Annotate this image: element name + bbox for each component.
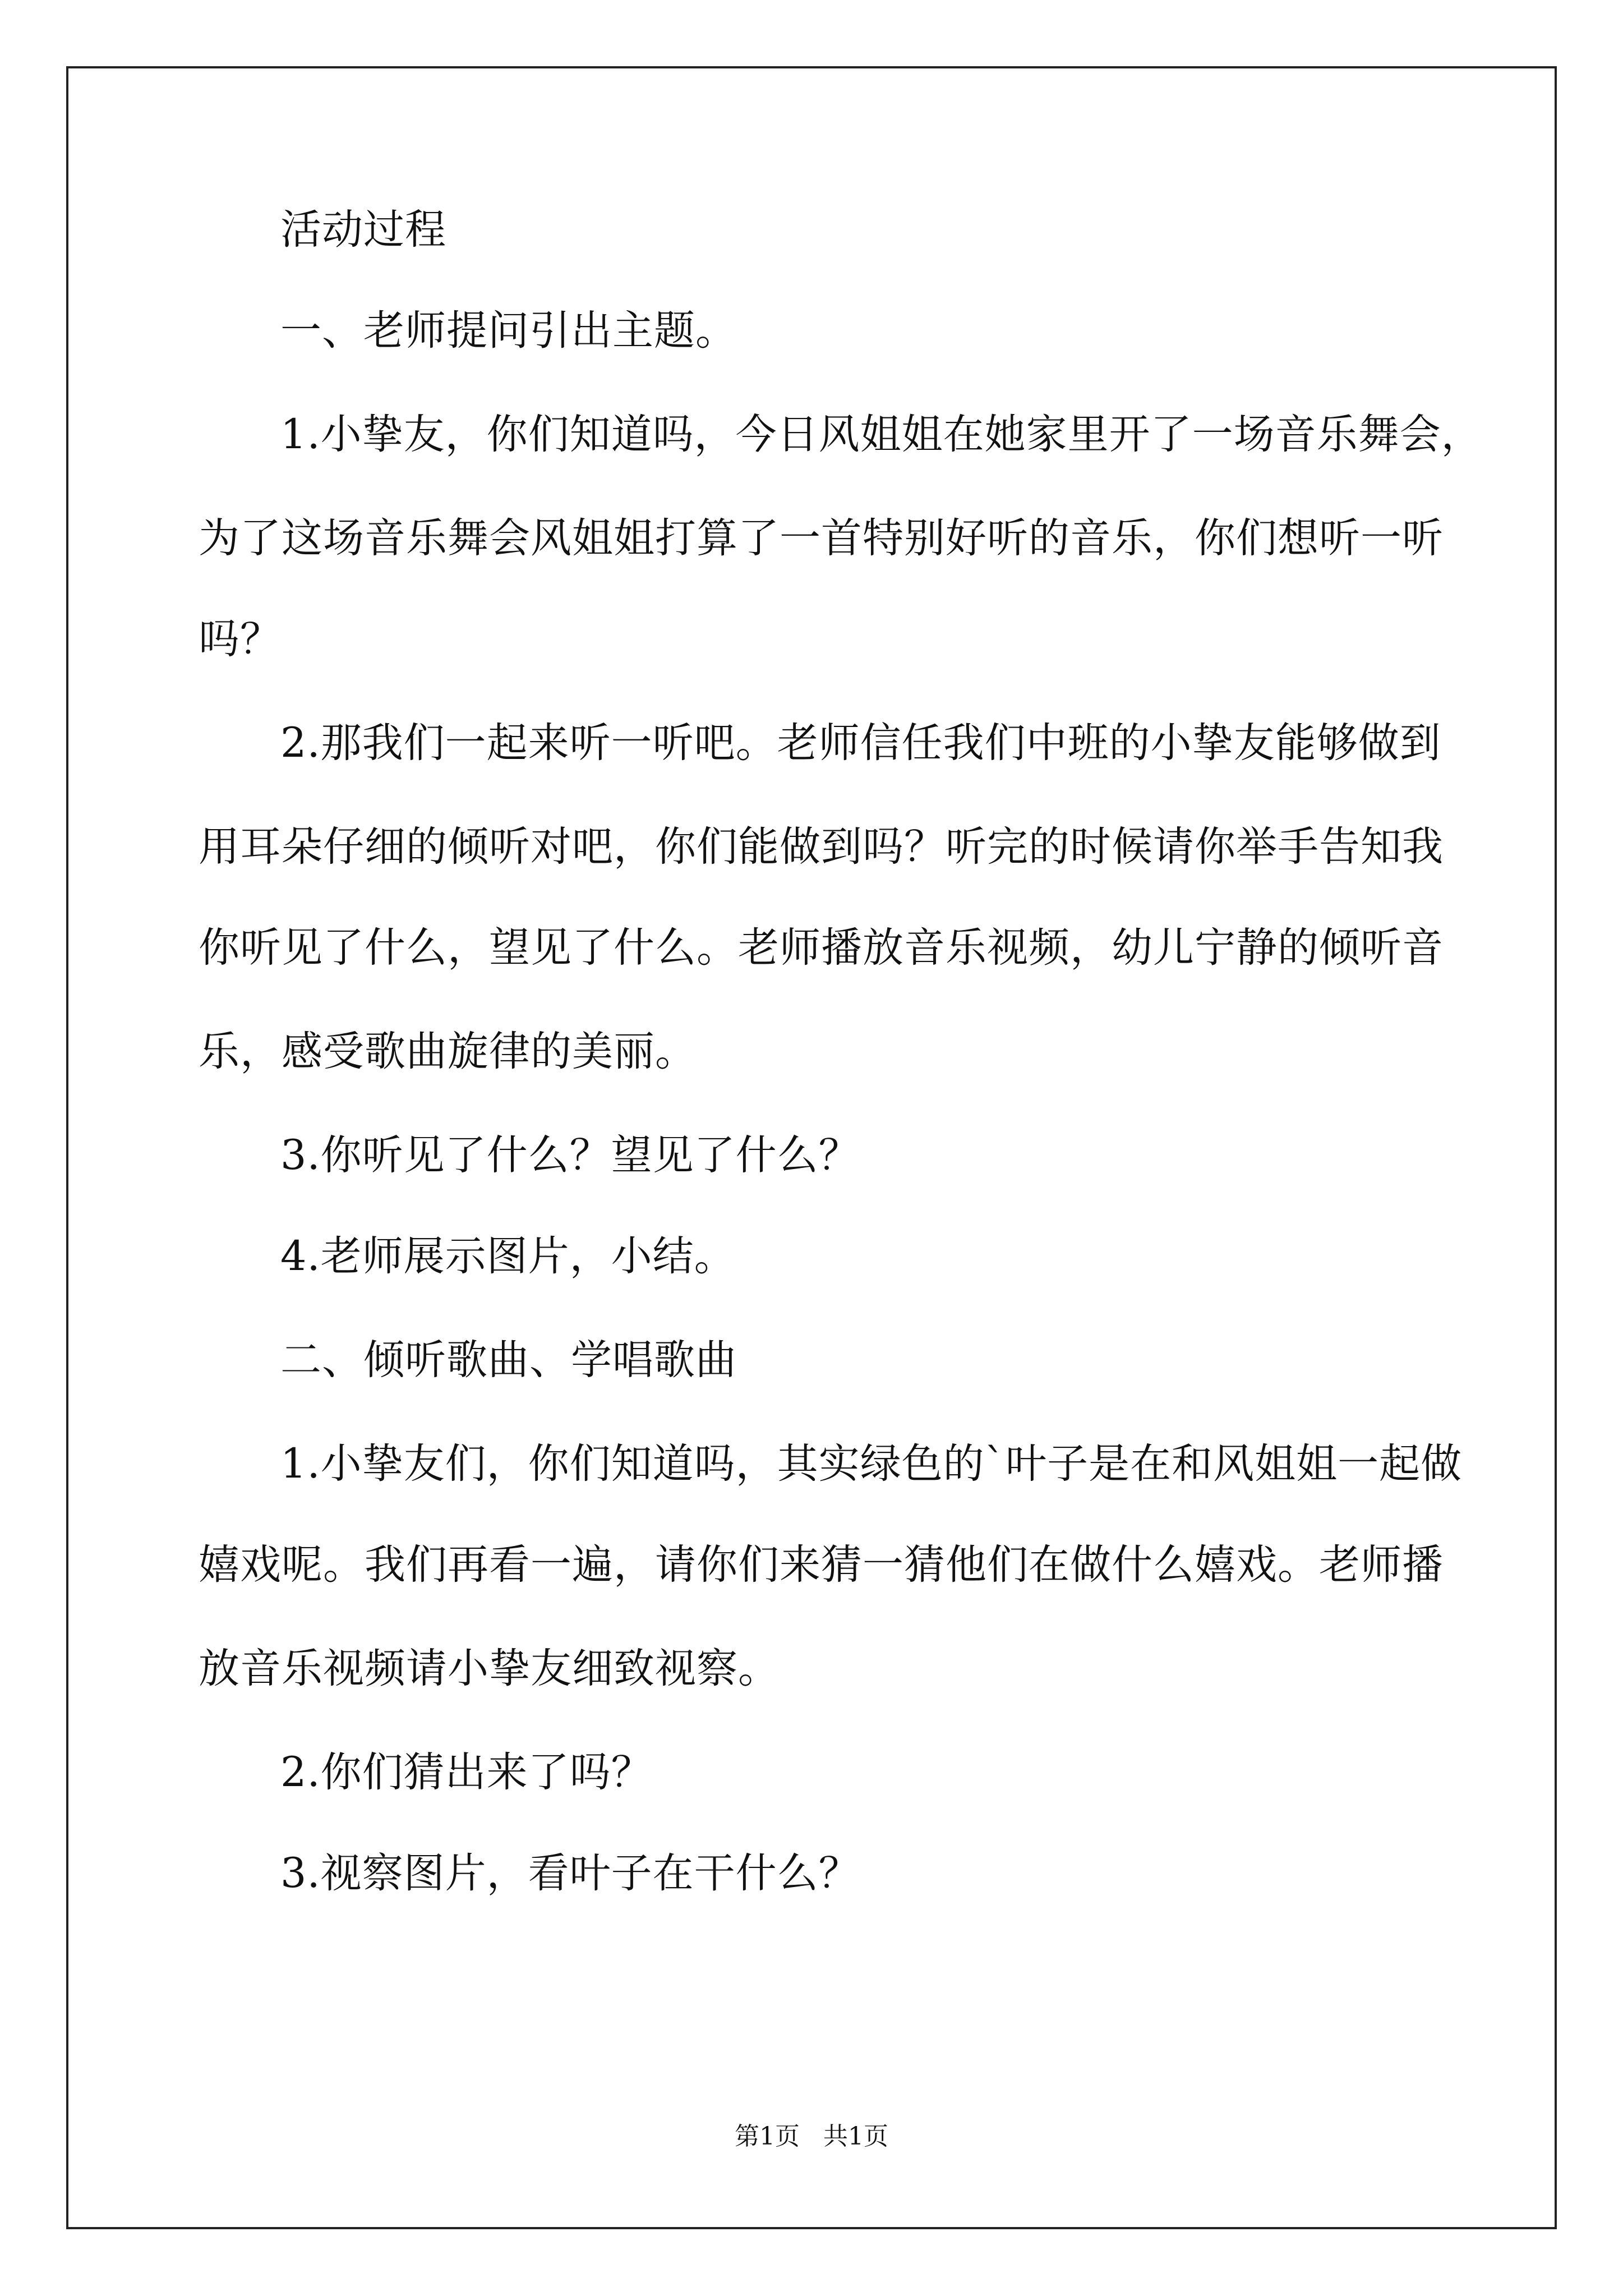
paragraph-line: 1.小挚友们，你们知道吗，其实绿色的`叶子是在和风姐姐一起做 [280, 1440, 1463, 1488]
page-number-total: 共1页 [823, 2122, 888, 2151]
paragraph-line: 3.你听见了什么？望见了什么？ [280, 1131, 860, 1179]
section-heading-activity-process: 活动过程 [280, 206, 446, 254]
page-footer [0, 2116, 1623, 2152]
paragraph-line: 乐，感受歌曲旋律的美丽。 [199, 1028, 697, 1075]
paragraph-line: 用耳朵仔细的倾听对吧，你们能做到吗？听完的时候请你举手告知我 [199, 823, 1444, 871]
paragraph-line: 放音乐视频请小挚友细致视察。 [199, 1645, 780, 1692]
section-heading-2: 二、倾听歌曲、学唱歌曲 [280, 1336, 737, 1384]
page-number-current: 第1页 [735, 2122, 800, 2151]
paragraph-line: 1.小挚友，你们知道吗，今日风姐姐在她家里开了一场音乐舞会， [280, 411, 1483, 458]
section-heading-1: 一、老师提问引出主题。 [280, 307, 737, 355]
paragraph-line: 4.老师展示图片，小结。 [280, 1232, 736, 1280]
paragraph-line: 吗？ [199, 615, 282, 663]
paragraph-line: 为了这场音乐舞会风姐姐打算了一首特别好听的音乐，你们想听一听 [199, 514, 1444, 562]
paragraph-line: 2.那我们一起来听一听吧。老师信任我们中班的小挚友能够做到 [280, 719, 1441, 767]
paragraph-line: 嬉戏呢。我们再看一遍，请你们来猜一猜他们在做什么嬉戏。老师播 [199, 1541, 1444, 1589]
paragraph-line: 你听见了什么，望见了什么。老师播放音乐视频，幼儿宁静的倾听音 [199, 924, 1444, 972]
paragraph-line: 3.视察图片，看叶子在干什么？ [280, 1849, 860, 1897]
paragraph-line: 2.你们猜出来了吗？ [280, 1749, 653, 1796]
